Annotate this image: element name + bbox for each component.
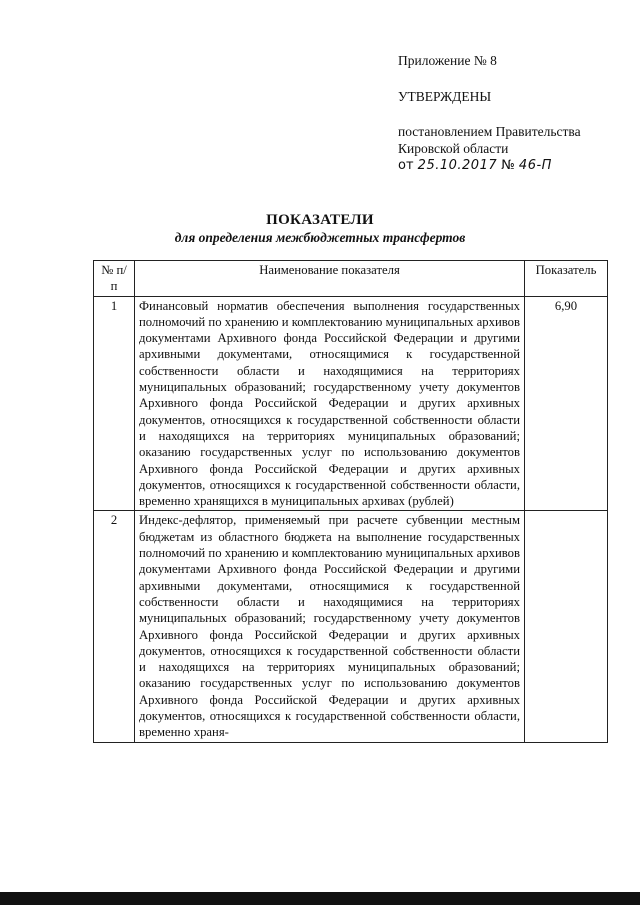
row-value <box>525 511 608 742</box>
row-num: 1 <box>94 296 135 511</box>
handwritten-date: 25.10.2017 <box>417 158 498 173</box>
handwritten-number: 46-П <box>518 158 552 173</box>
table-header-row <box>94 261 608 297</box>
row-num: 2 <box>94 511 135 742</box>
row-value: 6,90 <box>525 296 608 511</box>
scan-bottom-edge <box>0 892 640 905</box>
header-name: Наименование показателя <box>135 261 525 297</box>
date-number-line <box>398 157 633 174</box>
header-value: Показатель <box>525 261 608 297</box>
header-num: № п/п <box>94 261 135 297</box>
resolution-line-2: Кировской области <box>398 141 509 156</box>
document-subtitle: для определения межбюджетных трансфертов <box>174 230 466 245</box>
number-prefix: № <box>501 158 515 173</box>
row-name: Индекс-дефлятор, применяемый при расчете субвенции местным бюджетам из областного бюджета на выполнение государственных полномочий по хранению и комплектованию муниципальных архивов документами Архивного фонда Российской Федерации и другими архивными документами, относящимися к государственной собственности области и находящимися на территориях муниципальных образований; государственному учету документов Архивного фонда Российской Федерации и других архивных документов, относящихся к государственной собственности области и находящихся на территориях муниципальных образований; оказанию государственных услуг по использованию документов Архивного фонда Российской Федерации и других архивных документов, относящихся к государственной собственности области, временно храня- <box>135 511 525 742</box>
resolution-line-1: постановлением Правительства <box>398 124 581 139</box>
approved-label: УТВЕРЖДЕНЫ <box>398 89 492 104</box>
appendix-label: Приложение № 8 <box>398 53 497 68</box>
document-title: ПОКАЗАТЕЛИ <box>266 212 374 228</box>
table-row <box>94 296 608 511</box>
table-row <box>94 511 608 742</box>
approval-header <box>398 52 633 174</box>
row-name: Финансовый норматив обеспечения выполнения государственных полномочий по хранению и комплектованию муниципальных архивов документами Архивного фонда Российской Федерации и другими архивными документами, относящимися к государственной собственности области и находящимися на территориях муниципальных образований; государственному учету документов Архивного фонда Российской Федерации и других архивных документов, относящихся к государственной собственности области и находящихся на территориях муниципальных образований; оказанию государственных услуг по использованию документов Архивного фонда Российской Федерации и других архивных документов, относящихся к государственной собственности области, временно хранящихся в муниципальных архивах (рублей) <box>135 296 525 511</box>
date-prefix: от <box>398 158 414 173</box>
indicators-table <box>93 260 608 743</box>
